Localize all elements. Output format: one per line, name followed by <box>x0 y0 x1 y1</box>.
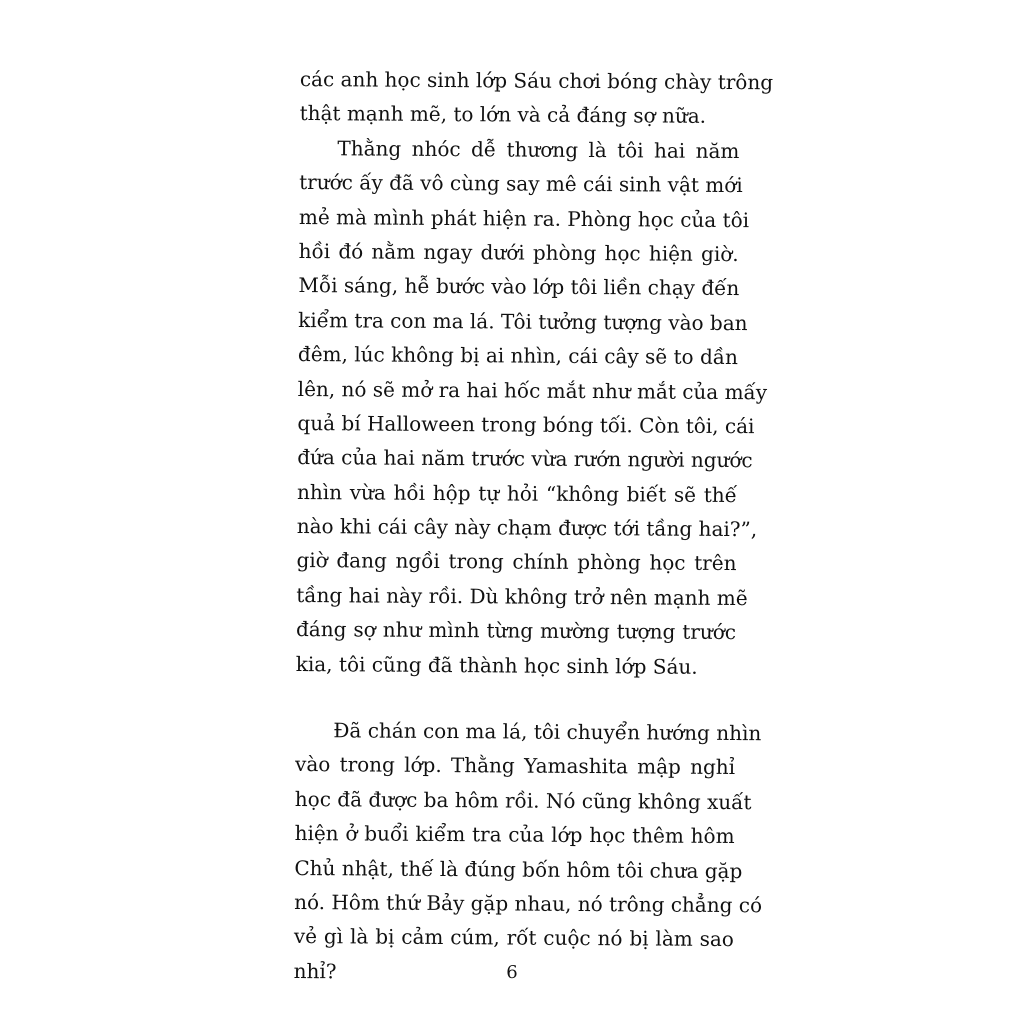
text-line: tầng hai này rồi. Dù không trở nên mạnh mẽ <box>296 582 748 610</box>
text-line: nào khi cái cây này chạm được tới tầng hai?”, <box>296 514 758 542</box>
body-text <box>293 62 774 991</box>
text-line: các anh học sinh lớp Sáu chơi bóng chày trông <box>299 66 774 95</box>
text-line: đáng sợ như mình từng mường tượng trước <box>295 617 737 645</box>
text-line: vào trong lớp. Thằng Yamashita mập nghỉ <box>295 752 736 780</box>
text-line: vẻ gì là bị cảm cúm, rốt cuộc nó bị làm sao <box>293 924 734 952</box>
text-line: mẻ mà mình phát hiện ra. Phòng học của tôi <box>298 204 750 232</box>
text-line: đứa của hai năm trước vừa rướn người ngước <box>297 445 753 473</box>
text-line: quả bí Halloween trong bóng tối. Còn tôi, cái <box>297 410 755 439</box>
text-line: thật mạnh mẽ, to lớn và cả đáng sợ nữa. <box>299 101 707 129</box>
text-line: Mỗi sáng, hễ bước vào lớp tôi liền chạy đến <box>298 273 740 301</box>
text-line: lên, nó sẽ mở ra hai hốc mắt như mắt của mấy <box>297 376 768 404</box>
text-line: học đã được ba hôm rồi. Nó cũng không xuất <box>294 786 752 814</box>
text-line: Đã chán con ma lá, tôi chuyển hướng nhìn <box>333 718 762 746</box>
paragraph-gap <box>295 681 735 716</box>
text-line: giờ đang ngồi trong chính phòng học trên <box>296 548 737 576</box>
text-line: đêm, lúc không bị ai nhìn, cái cây sẽ to dần <box>297 342 739 370</box>
text-line: hiện ở buổi kiểm tra của lớp học thêm hôm <box>294 821 735 849</box>
text-line: nó. Hôm thứ Bảy gặp nhau, nó trông chẳng có <box>294 889 763 918</box>
text-line: hồi đó nằm ngay dưới phòng học hiện giờ. <box>298 238 739 267</box>
text-line: nhìn vừa hồi hộp tự hỏi “không biết sẽ thế <box>296 479 738 507</box>
text-line: Chủ nhật, thế là đúng bốn hôm tôi chưa gặp <box>294 855 743 883</box>
page-number: 6 <box>506 962 518 983</box>
text-line: kiểm tra con ma lá. Tôi tưởng tượng vào ban <box>298 307 748 335</box>
text-line: Thằng nhóc dễ thương là tôi hai năm <box>337 136 740 163</box>
text-line: kia, tôi cũng đã thành học sinh lớp Sáu. <box>295 651 698 679</box>
text-line: nhỉ? <box>293 958 337 984</box>
text-line: trước ấy đã vô cùng say mê cái sinh vật mới <box>299 170 743 198</box>
